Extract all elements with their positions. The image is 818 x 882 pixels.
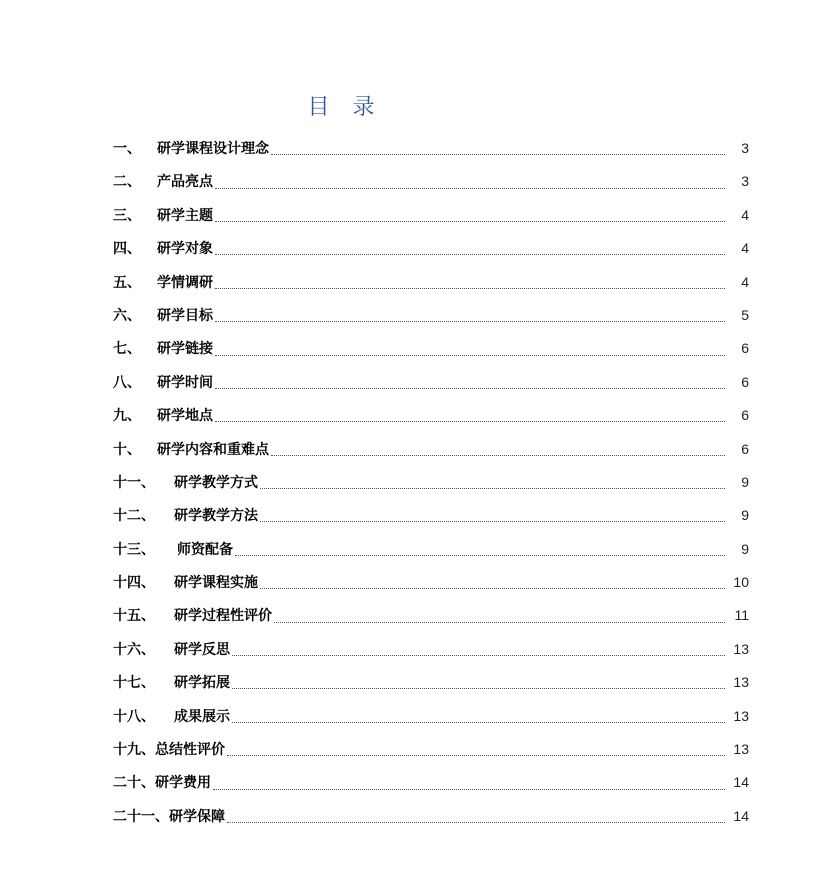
toc-entry-label: 总结性评价 (155, 742, 225, 759)
toc-entry-page: 13 (733, 640, 749, 657)
toc-entry-number: 六、 (113, 307, 141, 324)
dot-leader (215, 355, 725, 356)
dot-leader (227, 822, 725, 823)
toc-entry[interactable] (113, 366, 749, 399)
dot-leader (232, 655, 725, 656)
toc-entry-label: 研学过程性评价 (174, 608, 272, 625)
toc-entry-label: 研学主题 (157, 207, 213, 224)
toc-entry-page: 5 (741, 306, 749, 323)
toc-entry-page: 9 (741, 507, 749, 524)
toc-entry-page: 11 (734, 607, 749, 624)
dot-leader (260, 488, 725, 489)
toc-entry-number: 十五、 (113, 608, 155, 625)
toc-entry-page: 14 (733, 774, 749, 791)
toc-entry-label: 研学拓展 (174, 675, 230, 692)
toc-entry-label: 研学对象 (157, 241, 213, 258)
toc-entry-number: 二十一、 (113, 808, 169, 825)
toc-entry-page: 3 (741, 173, 749, 190)
toc-entry-label: 研学地点 (157, 408, 213, 425)
toc-entry[interactable] (113, 165, 749, 198)
toc-entry[interactable] (113, 466, 749, 499)
toc-entry[interactable] (113, 132, 749, 165)
dot-leader (215, 421, 725, 422)
toc-entry-label: 研学保障 (169, 808, 225, 825)
toc-entry[interactable] (113, 766, 749, 799)
toc-entry-page: 4 (741, 240, 749, 257)
dot-leader (260, 588, 725, 589)
dot-leader (215, 288, 725, 289)
dot-leader (215, 321, 725, 322)
toc-entry-page: 6 (741, 373, 749, 390)
toc-entry-label: 学情调研 (157, 274, 213, 291)
toc-entry[interactable] (113, 666, 749, 699)
toc-entry-label: 研学链接 (157, 341, 213, 358)
toc-entry-number: 十、 (113, 441, 141, 458)
toc-entry-label: 研学课程设计理念 (157, 141, 269, 157)
toc-list (113, 132, 749, 833)
toc-entry-label: 产品亮点 (157, 174, 213, 191)
toc-entry-number: 十二、 (113, 508, 155, 525)
toc-entry-page: 4 (741, 273, 749, 290)
dot-leader (271, 154, 725, 155)
dot-leader (215, 188, 725, 189)
dot-leader (215, 388, 725, 389)
toc-entry[interactable] (113, 566, 749, 599)
toc-title: 目 录 (307, 95, 383, 120)
dot-leader (260, 521, 725, 522)
toc-entry[interactable] (113, 433, 749, 466)
toc-entry[interactable] (113, 599, 749, 632)
toc-entry-page: 3 (741, 140, 749, 156)
toc-entry[interactable] (113, 266, 749, 299)
toc-entry-page: 6 (741, 340, 749, 357)
toc-entry-number: 一、 (113, 141, 141, 157)
toc-entry-number: 十九、 (113, 742, 155, 759)
dot-leader (213, 789, 725, 790)
toc-entry-label: 研学教学方法 (174, 508, 258, 525)
toc-entry-page: 13 (733, 674, 749, 691)
toc-entry-number: 二、 (113, 174, 141, 191)
toc-entry-page: 9 (741, 540, 749, 557)
toc-entry-label: 研学目标 (157, 307, 213, 324)
toc-entry-page: 9 (741, 473, 749, 490)
dot-leader (232, 688, 725, 689)
toc-entry[interactable] (113, 733, 749, 766)
toc-entry-page: 6 (741, 407, 749, 424)
toc-entry-label: 研学内容和重难点 (157, 441, 269, 458)
toc-entry-number: 三、 (113, 207, 141, 224)
toc-entry[interactable] (113, 499, 749, 532)
toc-entry-number: 十四、 (113, 575, 155, 592)
toc-entry[interactable] (113, 199, 749, 232)
dot-leader (215, 254, 725, 255)
dot-leader (271, 455, 725, 456)
toc-entry[interactable] (113, 633, 749, 666)
toc-entry-label: 研学费用 (155, 775, 211, 792)
toc-entry-number: 四、 (113, 241, 141, 258)
toc-entry-number: 十一、 (113, 474, 155, 491)
toc-entry-page: 14 (733, 807, 749, 824)
toc-entry-page: 13 (733, 707, 749, 724)
toc-entry[interactable] (113, 232, 749, 265)
toc-entry-number: 五、 (113, 274, 141, 291)
toc-entry-label: 研学课程实施 (174, 575, 258, 592)
toc-entry[interactable] (113, 700, 749, 733)
toc-entry-label: 师资配备 (177, 541, 233, 558)
toc-entry-label: 研学教学方式 (174, 474, 258, 491)
dot-leader (232, 722, 725, 723)
toc-entry[interactable] (113, 299, 749, 332)
toc-entry-page: 6 (741, 440, 749, 457)
toc-entry-page: 13 (733, 741, 749, 758)
dot-leader (235, 555, 725, 556)
toc-entry-number: 二十、 (113, 775, 155, 792)
dot-leader (215, 221, 725, 222)
toc-entry[interactable] (113, 800, 749, 833)
toc-entry-number: 十七、 (113, 675, 155, 692)
toc-entry-number: 七、 (113, 341, 141, 358)
dot-leader (274, 622, 725, 623)
dot-leader (227, 755, 725, 756)
toc-entry-page: 10 (733, 574, 749, 591)
toc-entry-label: 研学时间 (157, 374, 213, 391)
toc-entry-label: 成果展示 (174, 708, 230, 725)
toc-entry-page: 4 (741, 206, 749, 223)
toc-entry-number: 十三、 (113, 541, 155, 558)
toc-entry-label: 研学反思 (174, 641, 230, 658)
toc-entry[interactable] (113, 332, 749, 365)
toc-entry-number: 十六、 (113, 641, 155, 658)
toc-entry-number: 九、 (113, 408, 141, 425)
toc-entry[interactable] (113, 399, 749, 432)
toc-entry-number: 八、 (113, 374, 141, 391)
toc-entry[interactable] (113, 533, 749, 566)
toc-entry-number: 十八、 (113, 708, 155, 725)
